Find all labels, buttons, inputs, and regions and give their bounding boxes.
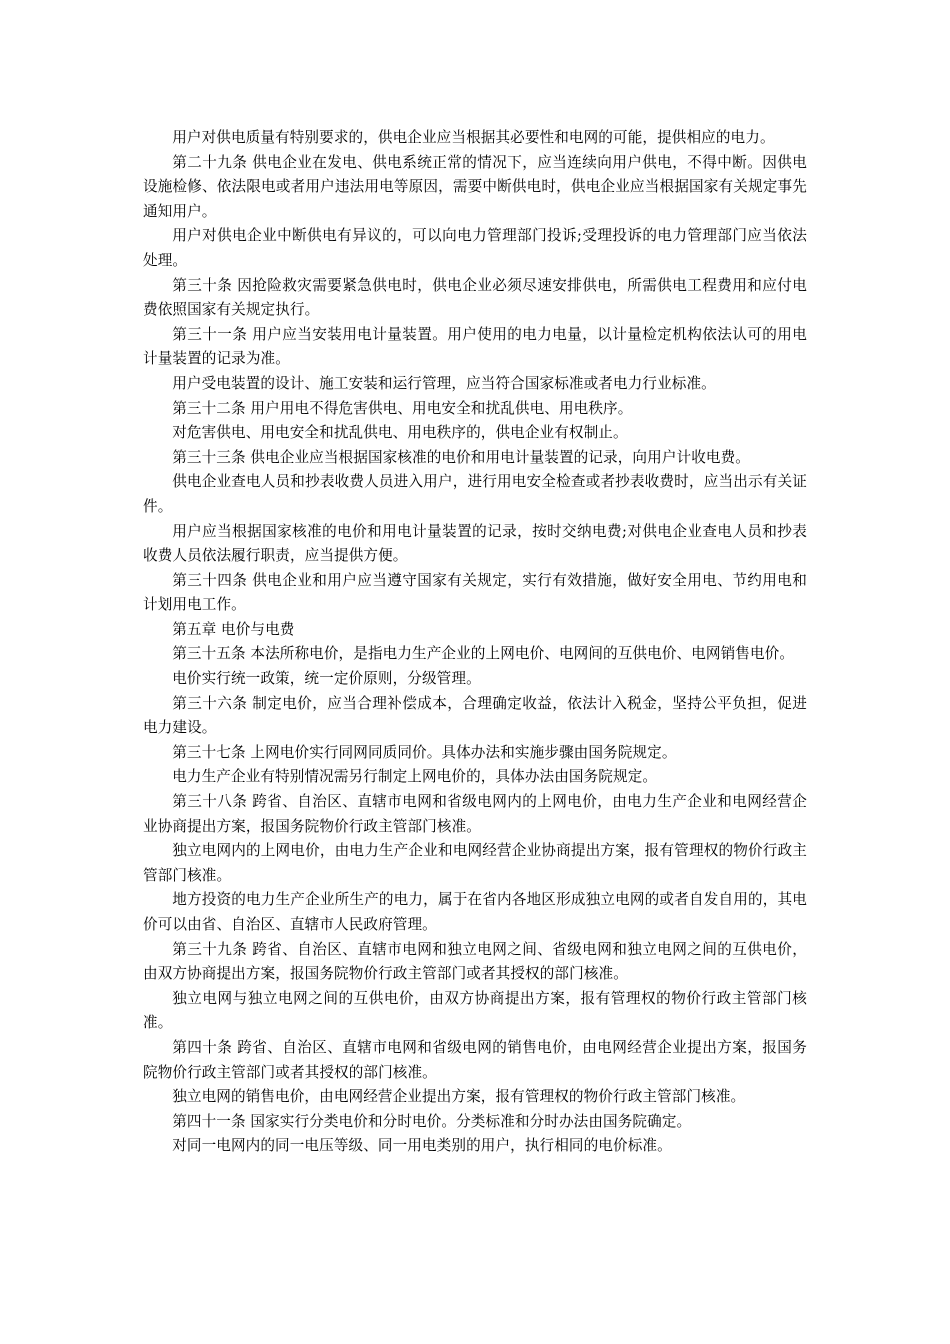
article-30: 第三十条 因抢险救灾需要紧急供电时，供电企业必须尽速安排供电，所需供电工程费用和应付电费依照国家有关规定执行。	[143, 276, 807, 319]
chapter-heading: 第五章 电价与电费	[172, 620, 295, 638]
paragraph: 对危害供电、用电安全和扰乱供电、用电秩序的，供电企业有权制止。	[172, 424, 628, 442]
article-41: 第四十一条 国家实行分类电价和分时电价。分类标准和分时办法由国务院确定。	[172, 1112, 692, 1130]
article-32: 第三十二条 用户用电不得危害供电、用电安全和扰乱供电、用电秩序。	[172, 399, 633, 417]
article-38: 第三十八条 跨省、自治区、直辖市电网和省级电网内的上网电价，由电力生产企业和电网经营企业协商提出方案，报国务院物价行政主管部门核准。	[143, 793, 807, 835]
paragraph: 用户受电装置的设计、施工安装和运行管理，应当符合国家标准或者电力行业标准。	[172, 374, 716, 392]
article-37: 第三十七条 上网电价实行同网同质同价。具体办法和实施步骤由国务院规定。	[172, 743, 677, 761]
article-33: 第三十三条 供电企业应当根据国家核准的电价和用电计量装置的记录，向用户计收电费。	[172, 448, 750, 466]
paragraph: 用户应当根据国家核准的电价和用电计量装置的记录，按时交纳电费;对供电企业查电人员和抄表收费人员依法履行职责，应当提供方便。	[143, 522, 807, 565]
paragraph: 地方投资的电力生产企业所生产的电力，属于在省内各地区形成独立电网的或者自发自用的，其电价可以由省、自治区、直辖市人民政府管理。	[143, 891, 807, 933]
article-36: 第三十六条 制定电价，应当合理补偿成本，合理确定收益，依法计入税金，坚持公平负担，促进电力建设。	[143, 694, 807, 737]
paragraph: 独立电网内的上网电价，由电力生产企业和电网经营企业协商提出方案，报有管理权的物价行政主管部门核准。	[143, 842, 807, 884]
article-40: 第四十条 跨省、自治区、直辖市电网和省级电网的销售电价，由电网经营企业提出方案，报国务院物价行政主管部门或者其授权的部门核准。	[143, 1038, 807, 1081]
article-35: 第三十五条 本法所称电价，是指电力生产企业的上网电价、电网间的互供电价、电网销售电价。	[172, 645, 795, 663]
paragraph: 对同一电网内的同一电压等级、同一用电类别的用户，执行相同的电价标准。	[172, 1137, 672, 1155]
paragraph: 电力生产企业有特别情况需另行制定上网电价的，具体办法由国务院规定。	[172, 768, 658, 786]
article-31: 第三十一条 用户应当安装用电计量装置。用户使用的电力电量，以计量检定机构依法认可的用电计量装置的记录为准。	[143, 325, 807, 368]
paragraph: 电价实行统一政策，统一定价原则，分级管理。	[172, 670, 481, 688]
paragraph: 独立电网与独立电网之间的互供电价，由双方协商提出方案，报有管理权的物价行政主管部门核准。	[143, 989, 807, 1032]
paragraph: 供电企业查电人员和抄表收费人员进入用户，进行用电安全检查或者抄表收费时，应当出示有关证件。	[143, 473, 807, 515]
document-body	[143, 126, 807, 1159]
article-39: 第三十九条 跨省、自治区、直辖市电网和独立电网之间、省级电网和独立电网之间的互供电价，由双方协商提出方案，报国务院物价行政主管部门或者其授权的部门核准。	[143, 940, 807, 983]
paragraph: 独立电网的销售电价，由电网经营企业提出方案，报有管理权的物价行政主管部门核准。	[172, 1088, 746, 1106]
article-29: 第二十九条 供电企业在发电、供电系统正常的情况下，应当连续向用户供电，不得中断。因供电设施检修、依法限电或者用户违法用电等原因，需要中断供电时，供电企业应当根据国家有关规定事先通知用户。	[143, 153, 807, 220]
paragraph: 用户对供电质量有特别要求的，供电企业应当根据其必要性和电网的可能，提供相应的电力。	[172, 129, 775, 146]
paragraph: 用户对供电企业中断供电有异议的，可以向电力管理部门投诉;受理投诉的电力管理部门应当依法处理。	[143, 227, 807, 269]
article-34: 第三十四条 供电企业和用户应当遵守国家有关规定，实行有效措施，做好安全用电、节约用电和计划用电工作。	[143, 571, 807, 614]
